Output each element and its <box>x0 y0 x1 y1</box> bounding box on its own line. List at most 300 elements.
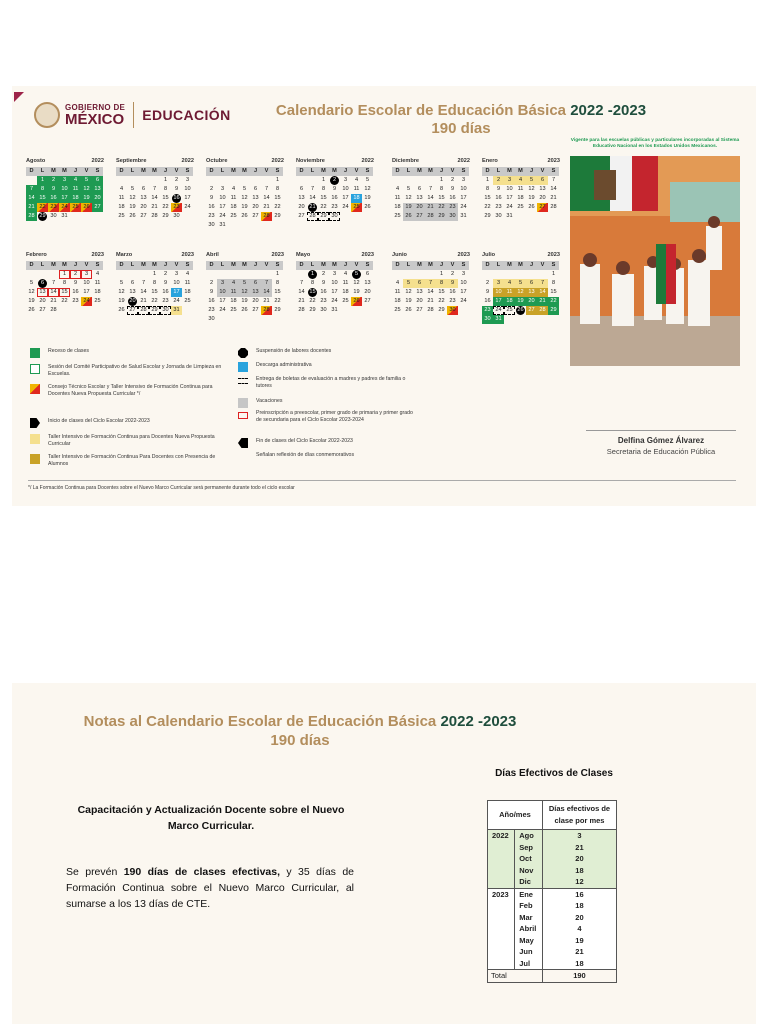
weekday-header: M <box>414 261 425 270</box>
calendar-day: 21 <box>298 298 305 304</box>
month-julio <box>482 252 560 324</box>
weekday-header: M <box>329 167 340 176</box>
calendar-day: 11 <box>342 280 349 286</box>
calendar-day: 25 <box>118 213 125 219</box>
calendar-day: 1 <box>485 177 490 183</box>
calendar-day: 25 <box>394 307 401 313</box>
calendar-day: 4 <box>515 176 526 185</box>
calendar-day: 12 <box>239 288 250 297</box>
row-month: Ago <box>515 830 543 842</box>
calendar-day: 17 <box>506 195 513 201</box>
calendar-day: 15 <box>309 289 316 295</box>
calendar-day: 26 <box>517 307 524 313</box>
weekday-header: M <box>138 167 149 176</box>
calendar-day: 6 <box>253 186 258 192</box>
calendar-day: 6 <box>92 176 103 185</box>
calendar-day: 19 <box>241 298 248 304</box>
signature-name: Delfina Gómez Álvarez <box>617 436 705 445</box>
calendar-day: 27 <box>298 213 305 219</box>
calendar-day: 12 <box>129 195 136 201</box>
weekday-header: L <box>37 167 48 176</box>
calendar-day: 1 <box>439 177 444 183</box>
table-row <box>488 912 617 924</box>
calendar-day: 23 <box>495 204 502 210</box>
calendar-day: 11 <box>230 195 237 201</box>
row-month: Sep <box>515 842 543 854</box>
calendar-day: 3 <box>332 271 337 277</box>
row-year: 2023 <box>488 888 515 900</box>
comite-swatch-icon <box>30 364 40 374</box>
calendar-day: 28 <box>425 212 436 221</box>
weekday-header: M <box>48 261 59 270</box>
calendar-day: 26 <box>528 204 535 210</box>
logo-divider <box>133 102 134 128</box>
calendar-day: 17 <box>219 298 226 304</box>
row-days: 20 <box>542 912 616 924</box>
calendar-day: 23 <box>171 203 182 212</box>
calendar-day: 30 <box>447 212 458 221</box>
calendar-day: 31 <box>61 213 68 219</box>
month-abril <box>206 252 284 324</box>
calendar-day: 30 <box>495 213 502 219</box>
weekday-header: D <box>206 261 217 270</box>
month-agosto <box>26 158 104 221</box>
calendar-day: 27 <box>252 307 259 313</box>
month-year: 2022 <box>91 158 104 164</box>
calendar-day: 26 <box>241 213 248 219</box>
row-days: 16 <box>542 888 616 900</box>
calendar-day: 4 <box>185 271 190 277</box>
calendar-day: 15 <box>151 289 158 295</box>
calendar-day: 4 <box>395 186 400 192</box>
calendar-day: 21 <box>309 204 316 210</box>
legend-item: Consejo Técnico Escolar y Taller Intensivo de Formación Continua para Docentes Nueva Propuesta Curricular */ <box>30 384 230 398</box>
table-total-row <box>488 970 617 983</box>
calendar-day: 6 <box>250 279 261 288</box>
calendar-day: 9 <box>209 289 214 295</box>
month-year: 2023 <box>181 252 194 258</box>
calendar-day: 26 <box>28 307 35 313</box>
calendar-day: 13 <box>37 288 48 297</box>
calendar-day: 27 <box>364 298 371 304</box>
calendar-day: 13 <box>526 288 537 297</box>
calendar-day: 26 <box>403 212 414 221</box>
calendar-day: 20 <box>140 204 147 210</box>
calendar-day: 10 <box>506 186 513 192</box>
signature-role: Secretaria de Educación Pública <box>606 447 716 456</box>
weekday-header: M <box>318 167 329 176</box>
calendar-day: 28 <box>138 306 149 315</box>
corner-accent <box>14 92 24 102</box>
notes-title-years: 2022 -2023 <box>440 713 517 730</box>
calendar-day: 9 <box>48 185 59 194</box>
calendar-day: 1 <box>321 177 326 183</box>
calendar-day: 28 <box>550 204 557 210</box>
calendar-day: 24 <box>493 306 504 315</box>
calendar-day: 25 <box>94 298 101 304</box>
weekday-header: M <box>504 261 515 270</box>
calendar-day: 4 <box>119 186 124 192</box>
calendar-day: 7 <box>264 186 269 192</box>
calendar-day: 27 <box>537 203 548 212</box>
weekday-header: D <box>26 261 37 270</box>
calendar-day: 12 <box>515 288 526 297</box>
calendar-day: 26 <box>351 297 362 306</box>
calendar-day: 14 <box>309 195 316 201</box>
weekday-header: M <box>239 167 250 176</box>
calendar-day: 18 <box>504 297 515 306</box>
calendar-day: 9 <box>209 195 214 201</box>
weekday-header: L <box>127 261 138 270</box>
calendar-day: 9 <box>447 279 458 288</box>
month-name: Agosto <box>26 158 46 164</box>
calendar-day: 18 <box>94 289 101 295</box>
calendar-day: 14 <box>298 289 305 295</box>
calendar-day: 6 <box>526 279 537 288</box>
calendar-day: 24 <box>342 204 349 210</box>
calendar-day: 10 <box>460 186 467 192</box>
calendar-day: 2 <box>485 280 490 286</box>
weekday-header: V <box>537 167 548 176</box>
calendar-day: 25 <box>342 298 349 304</box>
calendar-day: 5 <box>515 279 526 288</box>
calendar-day: 27 <box>414 212 425 221</box>
weekday-header: J <box>250 167 261 176</box>
calendar-day: 28 <box>307 212 318 221</box>
weekday-header: S <box>92 261 103 270</box>
calendar-day: 25 <box>504 306 515 315</box>
notes-title <box>30 712 570 750</box>
calendar-day: 23 <box>48 203 59 212</box>
calendar-day: 14 <box>427 195 434 201</box>
calendar-day: 22 <box>37 203 48 212</box>
weekday-header: M <box>515 167 526 176</box>
weekday-header: D <box>116 167 127 176</box>
dias-efectivos-title: Días Efectivos de Clases <box>495 768 613 779</box>
calendar-day: 22 <box>274 298 281 304</box>
calendar-day: 23 <box>208 213 215 219</box>
calendar-day: 12 <box>28 289 35 295</box>
table-row <box>488 935 617 947</box>
calendar-day: 16 <box>495 195 502 201</box>
photo-illustration <box>570 156 740 366</box>
weekday-header: L <box>403 167 414 176</box>
calendar-day: 1 <box>163 177 168 183</box>
calendar-day: 2 <box>48 176 59 185</box>
calendar-day: 11 <box>118 195 125 201</box>
table-body-2023 <box>488 888 617 970</box>
calendar-day: 5 <box>403 279 414 288</box>
calendar-day: 1 <box>152 271 157 277</box>
calendar-day: 24 <box>184 204 191 210</box>
calendar-day: 1 <box>439 271 444 277</box>
calendar-day: 19 <box>515 297 526 306</box>
calendar-day: 8 <box>436 279 447 288</box>
calendar-day: 22 <box>438 298 445 304</box>
notes-title-main: Notas al Calendario Escolar de Educación Básica <box>83 713 437 730</box>
calendar-day: 3 <box>217 279 228 288</box>
month-name: Diciembre <box>392 158 420 164</box>
calendar-day: 2 <box>209 186 214 192</box>
calendar-day: 18 <box>394 204 401 210</box>
calendar-day: 3 <box>174 271 179 277</box>
calendar-day: 12 <box>405 195 412 201</box>
calendar-day: 3 <box>185 177 190 183</box>
calendar-day: 9 <box>73 280 78 286</box>
calendar-day: 26 <box>129 213 136 219</box>
legend-item: Preinscripción a preescolar, primer grado de primaria y primer grado de secundaria para el Ciclo Escolar 2023-2024 <box>238 410 418 424</box>
calendar-day: 31 <box>460 213 467 219</box>
calendar-day: 31 <box>171 306 182 315</box>
calendar-day: 24 <box>331 298 338 304</box>
calendar-title <box>256 102 666 138</box>
calendar-day: 16 <box>208 204 215 210</box>
calendar-day: 21 <box>263 204 270 210</box>
calendar-day: 5 <box>119 280 124 286</box>
calendar-day: 29 <box>318 212 329 221</box>
month-year: 2023 <box>271 252 284 258</box>
weekday-header: D <box>482 261 493 270</box>
weekday-header: V <box>261 261 272 270</box>
calendar-day: 12 <box>118 289 125 295</box>
calendar-day: 5 <box>365 177 370 183</box>
calendar-day: 29 <box>274 213 281 219</box>
calendar-day: 29 <box>438 307 445 313</box>
calendar-day: 29 <box>436 212 447 221</box>
calendar-day: 24 <box>59 203 70 212</box>
taller-alumnos-swatch-icon <box>30 454 40 464</box>
calendar-day: 21 <box>140 298 147 304</box>
weekday-header: M <box>425 167 436 176</box>
calendar-day: 7 <box>428 186 433 192</box>
calendar-day: 6 <box>299 186 304 192</box>
calendar-day: 1 <box>37 176 48 185</box>
calendar-day: 9 <box>485 289 490 295</box>
calendar-day: 4 <box>95 271 100 277</box>
calendar-day: 11 <box>394 289 401 295</box>
table-body-2022 <box>488 830 617 889</box>
calendar-day: 21 <box>151 204 158 210</box>
month-octubre <box>206 158 284 230</box>
weekday-header: J <box>340 261 351 270</box>
logo-line1: GOBIERNO DE <box>65 102 126 112</box>
weekday-header: J <box>160 261 171 270</box>
calendar-day: 20 <box>539 195 546 201</box>
calendar-day: 30 <box>208 222 215 228</box>
calendar-day: 16 <box>484 298 491 304</box>
calendar-day: 28 <box>261 212 272 221</box>
calendar-day: 20 <box>416 298 423 304</box>
calendar-day: 21 <box>550 195 557 201</box>
calendar-day: 3 <box>504 176 515 185</box>
month-year: 2022 <box>181 158 194 164</box>
calendar-day: 24 <box>506 204 513 210</box>
weekday-header: V <box>351 167 362 176</box>
weekday-header: S <box>458 261 469 270</box>
fin-arrow-icon <box>238 438 248 448</box>
calendar-day: 13 <box>539 186 546 192</box>
month-year: 2023 <box>91 252 104 258</box>
suspension-octagon-icon <box>238 348 248 358</box>
calendar-day: 10 <box>331 280 338 286</box>
weekday-header: M <box>48 167 59 176</box>
calendar-day: 28 <box>26 212 37 221</box>
calendar-day: 27 <box>127 306 138 315</box>
row-year: 2022 <box>488 830 515 842</box>
calendar-day: 6 <box>141 186 146 192</box>
weekday-header: M <box>59 261 70 270</box>
calendar-title-main: Calendario Escolar de Educación Básica <box>275 102 567 119</box>
calendar-day: 16 <box>449 289 456 295</box>
calendar-day: 28 <box>151 213 158 219</box>
calendar-day: 2 <box>209 280 214 286</box>
weekday-header: L <box>493 261 504 270</box>
calendar-day: 6 <box>130 280 135 286</box>
calendar-day: 13 <box>298 195 305 201</box>
vacaciones-swatch-icon <box>238 398 248 408</box>
calendar-day: 9 <box>496 186 501 192</box>
calendar-day: 10 <box>59 185 70 194</box>
weekday-header: S <box>92 167 103 176</box>
month-name: Marzo <box>116 252 133 258</box>
row-month: Oct <box>515 853 543 865</box>
calendar-day: 26 <box>364 204 371 210</box>
calendar-day: 14 <box>427 289 434 295</box>
col-header-dias: Días efectivos de clase por mes <box>542 801 616 830</box>
calendar-day: 23 <box>331 204 338 210</box>
calendar-day: 14 <box>151 195 158 201</box>
calendar-day: 22 <box>61 298 68 304</box>
calendar-day: 8 <box>310 280 315 286</box>
weekday-header: M <box>59 167 70 176</box>
calendar-day: 25 <box>394 213 401 219</box>
calendar-title-days: 190 días <box>431 120 491 137</box>
calendar-day: 13 <box>129 289 136 295</box>
calendar-day: 8 <box>37 185 48 194</box>
calendar-day: 22 <box>274 204 281 210</box>
month-junio <box>392 252 470 315</box>
calendar-day: 11 <box>228 288 239 297</box>
month-name: Octubre <box>206 158 228 164</box>
weekday-header: J <box>70 167 81 176</box>
calendar-day: 20 <box>298 204 305 210</box>
weekday-header: S <box>362 261 373 270</box>
calendar-day: 29 <box>39 213 46 219</box>
calendar-day: 9 <box>332 186 337 192</box>
calendar-day: 18 <box>394 298 401 304</box>
calendar-day: 30 <box>50 213 57 219</box>
calendar-day: 3 <box>59 176 70 185</box>
weekday-header: V <box>171 261 182 270</box>
calendar-day: 21 <box>425 203 436 212</box>
legend-item: Vacaciones <box>238 398 418 408</box>
calendar-day: 13 <box>252 195 259 201</box>
calendar-day: 3 <box>493 279 504 288</box>
calendar-day: 9 <box>321 280 326 286</box>
inicio-arrow-icon <box>30 418 40 428</box>
calendar-day: 10 <box>184 186 191 192</box>
capacitacion-heading: Capacitación y Actualización Docente sobre el Nuevo Marco Curricular. <box>77 804 345 832</box>
calendar-day: 9 <box>163 280 168 286</box>
weekday-header: L <box>217 167 228 176</box>
logo-line2: MÉXICO <box>65 110 125 128</box>
calendar-day: 24 <box>219 213 226 219</box>
classroom-photo <box>570 156 740 366</box>
weekday-header: J <box>250 261 261 270</box>
calendar-day: 28 <box>537 306 548 315</box>
month-year: 2023 <box>547 252 560 258</box>
calendar-day: 16 <box>72 289 79 295</box>
calendar-day: 27 <box>140 213 147 219</box>
legend-item: Fin de clases del Ciclo Escolar 2022-2023 <box>238 438 418 448</box>
row-days: 18 <box>542 865 616 877</box>
calendar-day: 2 <box>450 271 455 277</box>
calendar-day: 16 <box>320 289 327 295</box>
weekday-header: M <box>318 261 329 270</box>
calendar-day: 20 <box>252 204 259 210</box>
calendar-day: 5 <box>242 186 247 192</box>
calendar-day: 16 <box>162 289 169 295</box>
weekday-header: D <box>296 261 307 270</box>
row-month: Jul <box>515 958 543 970</box>
table-row <box>488 946 617 958</box>
weekday-header: V <box>261 167 272 176</box>
calendar-day: 23 <box>72 298 79 304</box>
calendar-day: 7 <box>537 279 548 288</box>
calendar-day: 31 <box>506 213 513 219</box>
month-year: 2022 <box>457 158 470 164</box>
calendar-day: 7 <box>152 186 157 192</box>
month-name: Enero <box>482 158 498 164</box>
row-days: 18 <box>542 958 616 970</box>
calendar-day: 29 <box>548 306 559 315</box>
calendar-day: 14 <box>261 288 272 297</box>
calendar-day: 24 <box>81 297 92 306</box>
calendar-day: 11 <box>94 280 101 286</box>
calendar-day: 7 <box>26 185 37 194</box>
calendar-day: 17 <box>460 195 467 201</box>
weekday-header: S <box>362 167 373 176</box>
calendar-day: 20 <box>92 194 103 203</box>
legend-item: Taller Intensivo de Formación Continua para Docentes Nueva Propuesta Curricular <box>30 434 230 448</box>
calendar-day: 8 <box>321 186 326 192</box>
calendar-day: 30 <box>208 316 215 322</box>
legend-item: Señalan reflexión de días conmemorativos <box>256 452 355 458</box>
calendar-day: 19 <box>241 204 248 210</box>
calendar-day: 10 <box>460 280 467 286</box>
calendar-day: 8 <box>275 186 280 192</box>
calendar-day: 15 <box>162 195 169 201</box>
dias-efectivos-table <box>487 800 617 983</box>
calendar-day: 9 <box>450 186 455 192</box>
weekday-header: S <box>548 167 559 176</box>
calendar-day: 17 <box>493 297 504 306</box>
table-row <box>488 865 617 877</box>
weekday-header: V <box>537 261 548 270</box>
calendar-day: 29 <box>309 307 316 313</box>
calendar-day: 8 <box>152 280 157 286</box>
calendar-day: 13 <box>416 289 423 295</box>
legend-item: Inicio de clases del Ciclo Escolar 2022-2023 <box>30 418 230 428</box>
calendar-day: 3 <box>461 177 466 183</box>
row-month: Dic <box>515 876 543 888</box>
calendar-day: 2 <box>450 177 455 183</box>
month-name: Septiembre <box>116 158 147 164</box>
calendar-day: 6 <box>365 271 370 277</box>
calendar-day: 17 <box>342 195 349 201</box>
weekday-header: D <box>392 167 403 176</box>
calendar-day: 14 <box>140 289 147 295</box>
